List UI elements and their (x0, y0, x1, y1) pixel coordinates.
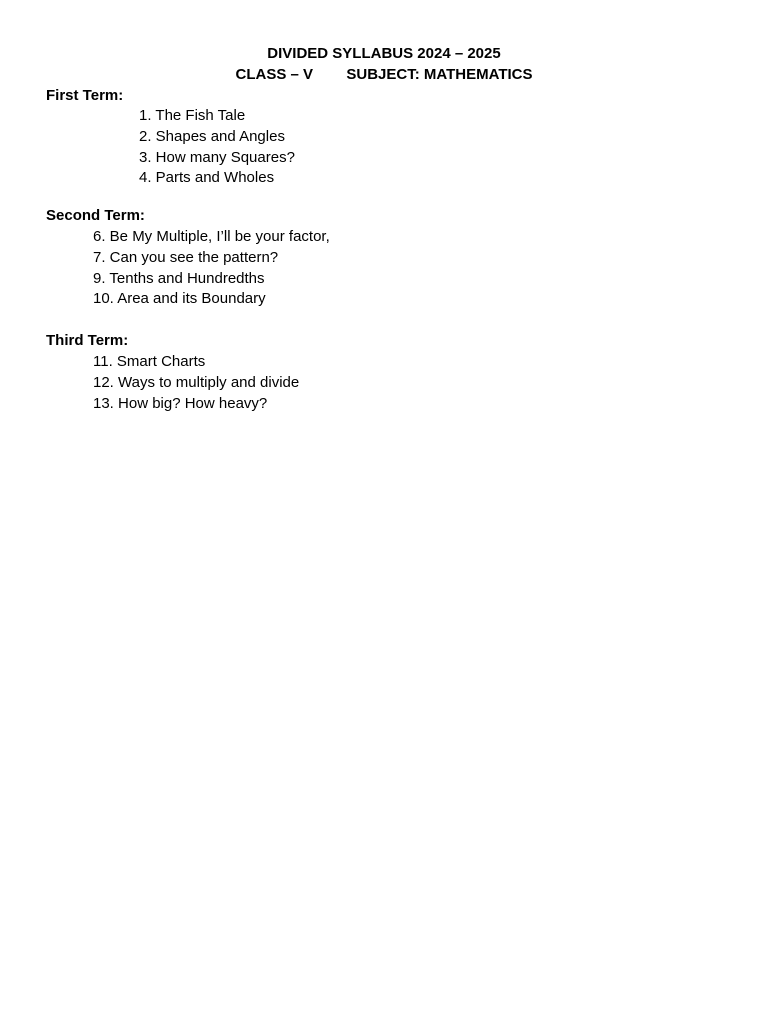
class-label: CLASS – V (235, 66, 314, 83)
list-item: 12. Ways to multiply and divide (93, 373, 300, 391)
first-term-heading: First Term: (46, 87, 124, 104)
subject-label: SUBJECT: MATHEMATICS (346, 66, 533, 83)
list-item: 3. How many Squares? (139, 148, 295, 166)
first-term-list (139, 106, 295, 189)
list-item: 9. Tenths and Hundredths (93, 269, 265, 287)
list-item: 10. Area and its Boundary (93, 290, 266, 308)
list-item: 7. Can you see the pattern? (93, 248, 279, 266)
list-item: 2. Shapes and Angles (139, 127, 285, 145)
class-subject-gap (313, 66, 346, 83)
document-title: DIVIDED SYLLABUS 2024 – 2025 (267, 45, 501, 62)
second-term-heading: Second Term: (46, 207, 145, 224)
class-subject-line (0, 65, 768, 86)
second-term-list (93, 227, 330, 310)
third-term-list (93, 352, 299, 414)
list-item: 1. The Fish Tale (139, 107, 246, 124)
list-item: 6. Be My Multiple, I’ll be your factor, (93, 228, 330, 245)
list-item: 11. Smart Charts (93, 353, 206, 370)
list-item: 4. Parts and Wholes (139, 169, 275, 187)
third-term-heading: Third Term: (46, 332, 129, 349)
list-item: 13. How big? How heavy? (93, 394, 268, 412)
